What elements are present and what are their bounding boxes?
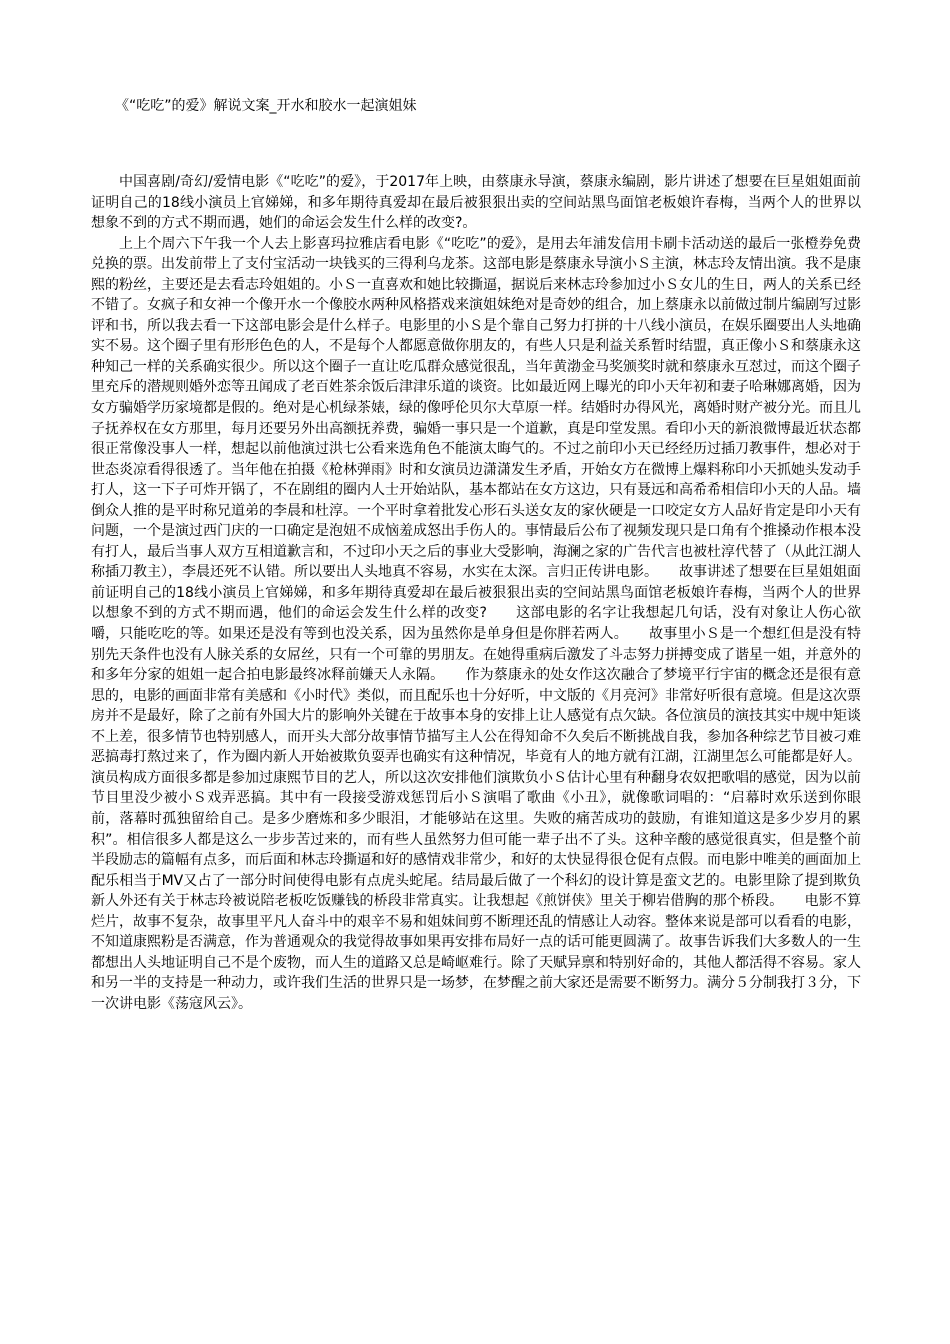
- intro-paragraph: 中国喜剧/奇幻/爱情电影《“吃吃”的爱》，于2017年上映，由蔡康永导演，蔡康永编剧，影片讲述了想要在巨星姐姐面前证明自己的18线小演员上官娣娣，和多年期待真爱却在最后被狠狠出卖的空间站黑鸟面馆老板娘许春梅，当两个人的世界以想象不到的方式不期而遇，她们的命运会发生什么样的改变?。: [91, 174, 861, 232]
- document-title: 《“吃吃”的爱》解说文案_开水和胶水一起演姐妹: [115, 98, 417, 114]
- document-body: [91, 172, 861, 1014]
- review-paragraph: 上上个周六下午我一个人去上影喜玛拉雅店看电影《“吃吃”的爱》，是用去年浦发信用卡刷卡活动送的最后一张橙券免费兑换的票。出发前带上了支付宝活动一块钱买的三得利乌龙茶。这部电影是蔡康永导演小Ｓ主演，林志玲友情出演。我不是康熙的粉丝，主要还是去看志玲姐姐的。小Ｓ一直喜欢和她比较撕逼，据说后来林志玲参加过小Ｓ女儿的生日，两人的关系已经不错了。女疯子和女神一个像开水一个像胶水两种风格搭戏来演姐妹绝对是奇妙的组合，加上蔡康永以前做过制片编剧写过影评和书，所以我去看一下这部电影会是什么样子。电影里的小Ｓ是个靠自己努力打拼的十八线小演员，在娱乐圈要出人头地确实不易。这个圈子里有形形色色的人，不是每个人都愿意做你朋友的，有些人只是利益关系暂时结盟，真正像小Ｓ和蔡康永这种知己一样的关系确实很少。所以这个圈子一直让吃瓜群众感觉很乱，当年黄渤金马奖颁奖时就和蔡康永互怼过，而这个圈子里充斥的潜规则婚外恋等丑闻成了老百姓茶余饭后津津乐道的谈资。比如最近网上曝光的印小天年初和妻子哈琳娜离婚，因为女方骗婚学历家境都是假的。绝对是心机绿茶婊，绿的像呼伦贝尔大草原一样。结婚时办得风光，离婚时财产被分光。而且儿子抚养权在女方那里，每月还要另外出高额抚养费，骗婚一事只是一个道歉，真是印堂发黑。看印小天的新浪微博最近状态都很正常像没事人一样，想起以前他演过洪七公看来选角色不能演太晦气的。不过之前印小天已经经历过插刀教事件，想必对于世态炎凉看得很透了。当年他在拍摄《枪林弹雨》时和女演员边潇潇发生矛盾，开始女方在微博上爆料称印小天抓她头发动手打人，这一下子可炸开锅了，不在剧组的圈内人士开始站队，基本都站在女方这边，只有聂远和高希希相信印小天的人品。墙倒众人推的是平时称兄道弟的李晨和杜淳。一个平时拿着批发心形石头送女友的家伙硬是一口咬定女方人品好肯定是印小天有问题，一个是演过西门庆的一口确定是泡妞不成恼羞成怒出手伤人的。事情最后公布了视频发现只是口角有个推搡动作根本没有打人，最后当事人双方互相道歉言和，不过印小天之后的事业大受影响，海澜之家的广告代言也被杜淳代替了（从此江湖人称插刀教主），李晨还死不认错。所以要出人头地真不容易，水实在太深。言归正传讲电影。 故事讲述了想要在巨星姐姐面前证明自己的18线小演员上官娣娣，和多年期待真爱却在最后被狠狠出卖的空间站黑鸟面馆老板娘许春梅，当两个人的世界以想象不到的方式不期而遇，他们的命运会发生什么样的改变? 这部电影的名字让我想起几句话，没有对象让人伤心欲嚼，只能吃吃的等。如果还是没有等到也没关系，因为虽然你是单身但是你胖若两人。 故事里小Ｓ是一个想红但是没有特别先天条件也没有人脉关系的女屌丝，只有一个可靠的男朋友。在她得重病后激发了斗志努力拼搏变成了谐星一姐，并意外的和多年分家的姐姐一起合拍电影最终冰释前嫌天人永隔。 作为蔡康永的处女作这次融合了梦境平行宇宙的概念还是很有意思的，电影的画面非常有美感和《小时代》类似，而且配乐也十分好听，中文版的《月亮河》非常好听很有意境。但是这次票房并不是最好，除了之前有外国大片的影响外关键在于故事本身的安排上让人感觉有点欠缺。各位演员的演技其实中规中矩谈不上差，很多情节也特别感人，而开头大部分故事情节描写主人公在得知命不久矣后不断挑战自我，参加各种综艺节目被刁难恶搞毒打熬过来了，作为圈内新人开始被欺负耍弄也确实有这种情况，毕竟有人的地方就有江湖，江湖里怎么可能都是好人。演员构成方面很多都是参加过康熙节目的艺人，所以这次安排他们演欺负小Ｓ估计心里有种翻身农奴把歌唱的感觉，因为以前节目里没少被小Ｓ戏弄恶搞。其中有一段接受游戏惩罚后小Ｓ演唱了歌曲《小丑》，就像歌词唱的：“启幕时欢乐送到你眼前，落幕时孤独留给自己。是多少磨炼和多少眼泪，才能够站在这里。失败的痛苦成功的鼓励，有谁知道这是多少岁月的累积”。相信很多人都是这么一步步苦过来的，而有些人虽然努力但可能一辈子出不了头。这种辛酸的感觉很真实，但是整个前半段励志的篇幅有点多，而后面和林志玲撕逼和好的感情戏非常少，和好的太快显得很仓促有点假。而电影中唯美的画面加上配乐相当于MV又占了一部分时间使得电影有点虎头蛇尾。结局最后做了一个科幻的设计算是蛮文艺的。电影里除了提到欺负新人外还有关于林志玲被说陪老板吃饭赚钱的桥段非常真实。让我想起《煎饼侠》里关于柳岩借胸的那个桥段。 电影不算烂片，故事不复杂，故事里平凡人奋斗中的艰辛不易和姐妹间剪不断理还乱的情感让人动容。整体来说是部可以看看的电影，不知道康熙粉是否满意，作为普通观众的我觉得故事如果再安排布局好一点的话可能更圆满了。故事告诉我们大多数人的一生都想出人头地证明自己不是个废物，而人生的道路又总是崎岖难行。除了天赋异禀和特别好命的，其他人都活得不容易。家人和另一半的支持是一种动力，或许我们生活的世界只是一场梦，在梦醒之前大家还是需要不断努力。满分５分制我打３分，下一次讲电影《荡寇风云》。: [91, 235, 861, 1012]
